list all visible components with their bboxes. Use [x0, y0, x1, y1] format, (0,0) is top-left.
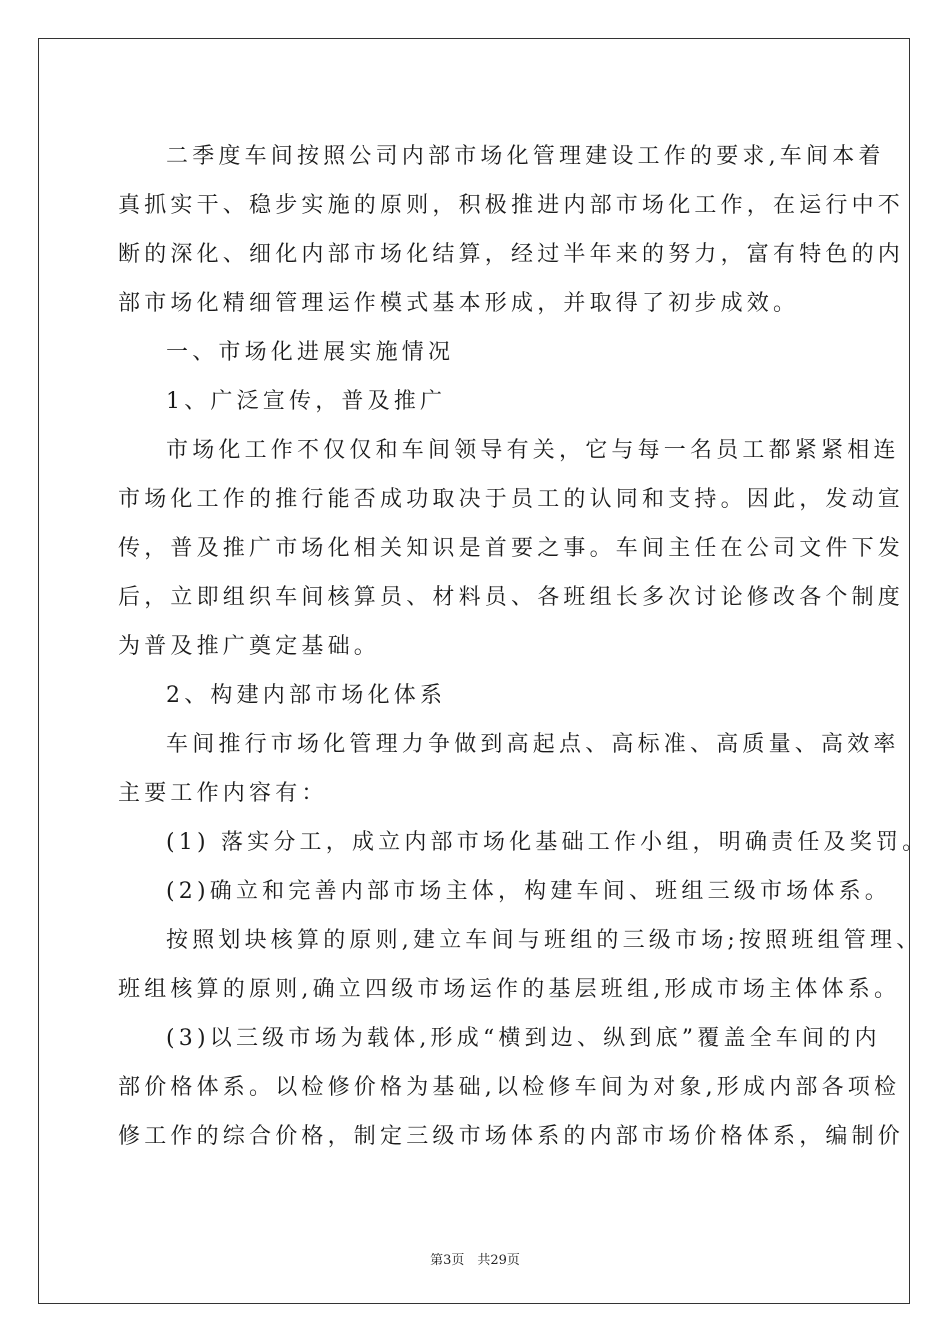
page-footer: 第3页 共29页 [430, 1253, 520, 1268]
list-item-3-line-3: 修工作的综合价格，制定三级市场体系的内部市场价格体系，编制价 [118, 1124, 905, 1149]
paragraph-intro-line-3: 断的深化、细化内部市场化结算，经过半年来的努力，富有特色的内 [118, 242, 905, 267]
paragraph-promotion-line-2: 市场化工作的推行能否成功取决于员工的认同和支持。因此，发动宣 [118, 487, 905, 512]
list-item-2: (2)确立和完善内部市场主体，构建车间、班组三级市场体系。 [166, 879, 891, 904]
paragraph-promotion-line-1: 市场化工作不仅仅和车间领导有关，它与每一名员工都紧紧相连 [166, 438, 900, 463]
section-heading-1: 一、市场化进展实施情况 [166, 340, 455, 365]
paragraph-intro-line-1: 二季度车间按照公司内部市场化管理建设工作的要求,车间本着 [166, 144, 885, 169]
subsection-heading-2: 2、构建内部市场化体系 [166, 683, 447, 708]
list-item-3-line-2: 部价格体系。以检修价格为基础,以检修车间为对象,形成内部各项检 [118, 1075, 901, 1100]
paragraph-promotion-line-5: 为普及推广奠定基础。 [118, 634, 381, 659]
subsection-heading-1: 1、广泛宣传，普及推广 [166, 389, 447, 414]
paragraph-system-line-1: 车间推行市场化管理力争做到高起点、高标准、高质量、高效率 [166, 732, 900, 757]
paragraph-intro-line-2: 真抓实干、稳步实施的原则，积极推进内部市场化工作，在运行中不 [118, 193, 905, 218]
document-body [118, 132, 929, 1161]
list-item-3-line-1: (3)以三级市场为载体,形成“横到边、纵到底”覆盖全车间的内 [166, 1026, 881, 1051]
paragraph-market-line-1: 按照划块核算的原则,建立车间与班组的三级市场;按照班组管理、 [166, 928, 923, 953]
paragraph-market-line-2: 班组核算的原则,确立四级市场运作的基层班组,形成市场主体体系。 [118, 977, 901, 1002]
list-item-1: (1) 落实分工，成立内部市场化基础工作小组，明确责任及奖罚。 [166, 830, 929, 855]
paragraph-promotion-line-4: 后，立即组织车间核算员、材料员、各班组长多次讨论修改各个制度 [118, 585, 905, 610]
paragraph-system-line-2: 主要工作内容有： [118, 781, 328, 806]
paragraph-promotion-line-3: 传，普及推广市场化相关知识是首要之事。车间主任在公司文件下发 [118, 536, 905, 561]
paragraph-intro-line-4: 部市场化精细管理运作模式基本形成，并取得了初步成效。 [118, 291, 800, 316]
